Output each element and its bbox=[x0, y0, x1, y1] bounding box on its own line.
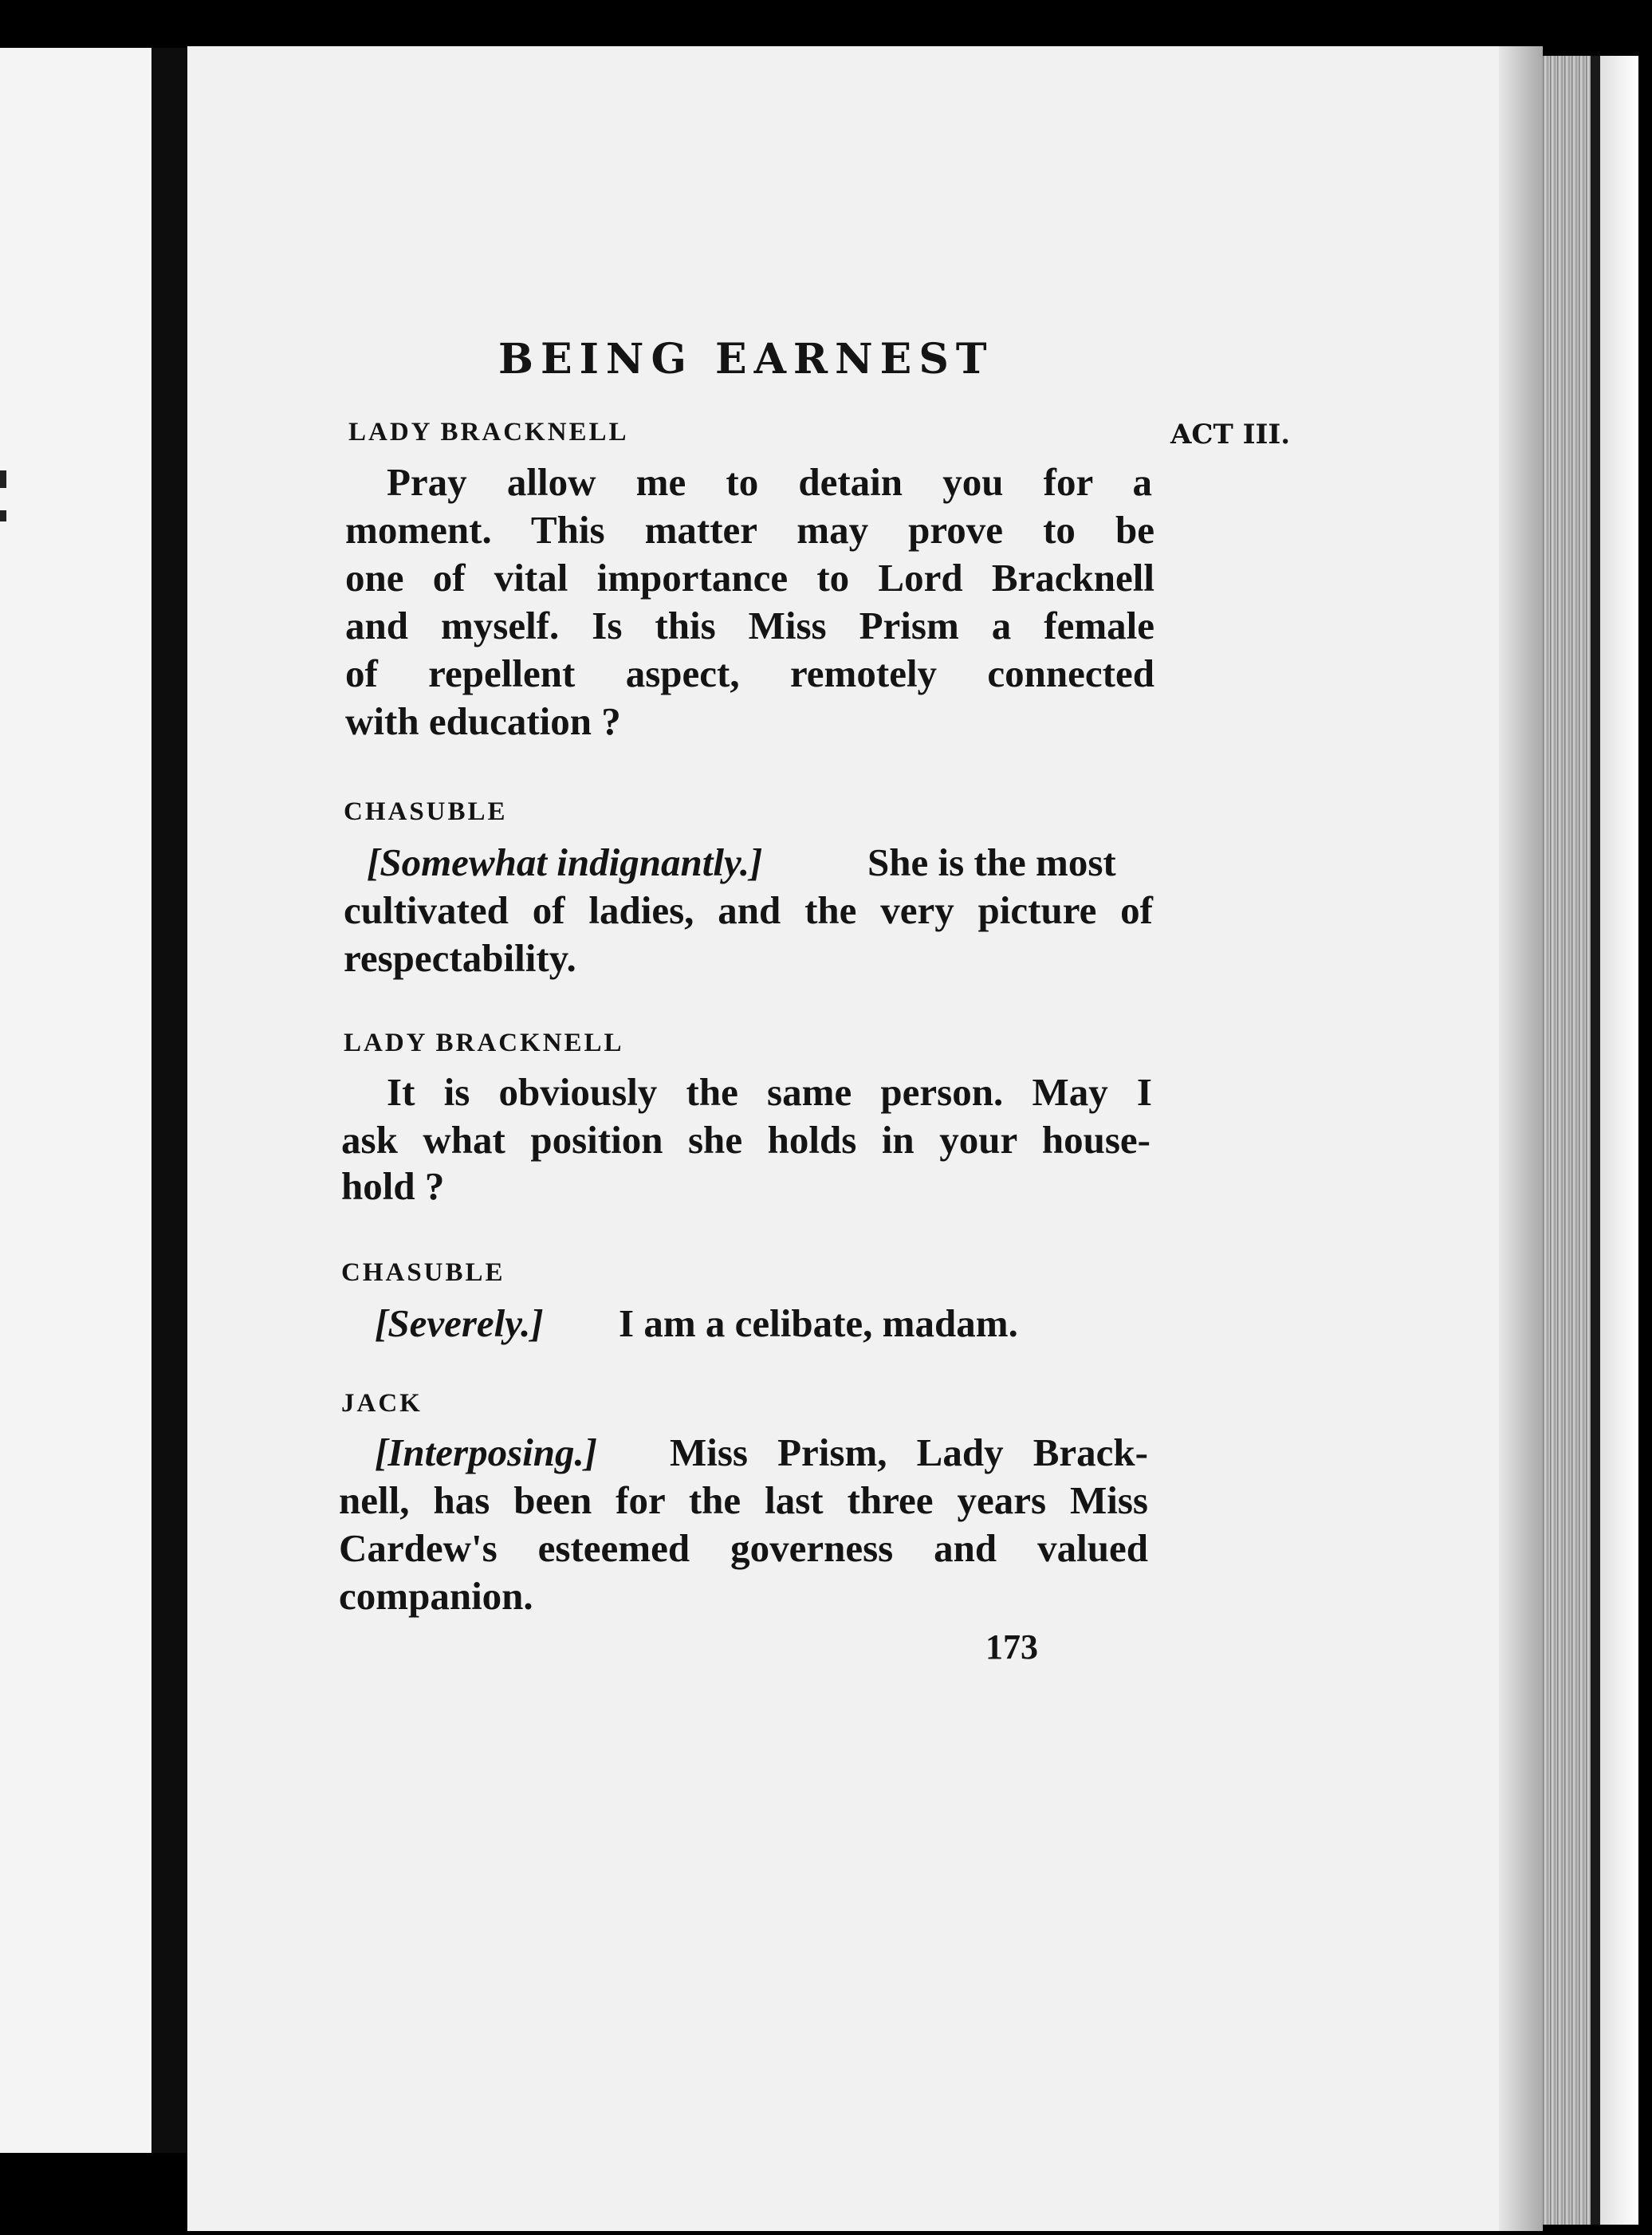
page-curve-shadow bbox=[1499, 46, 1543, 2231]
dialogue-line: Miss Prism, Lady Brack- bbox=[670, 1430, 1148, 1474]
dialogue-line: Pray allow me to detain you for a bbox=[387, 460, 1152, 504]
facing-page-mark bbox=[0, 470, 6, 488]
speaker-name: JACK bbox=[341, 1389, 423, 1418]
dialogue-line: respectability. bbox=[344, 936, 576, 980]
stage-direction: [Interposing.] bbox=[375, 1430, 598, 1474]
dialogue-line: cultivated of ladies, and the very picture of bbox=[344, 888, 1153, 932]
speaker-name: CHASUBLE bbox=[341, 1258, 505, 1287]
speaker-name: CHASUBLE bbox=[344, 797, 508, 826]
book-gutter bbox=[151, 48, 187, 2153]
dialogue-line: hold ? bbox=[341, 1164, 445, 1208]
dialogue-line: I am a celibate, madam. bbox=[619, 1301, 1018, 1345]
page-number: 173 bbox=[985, 1627, 1038, 1666]
dialogue-line: moment. This matter may prove to be bbox=[345, 508, 1154, 552]
page-stack-highlight bbox=[1600, 56, 1638, 2225]
dialogue-line: It is obviously the same person. May I bbox=[387, 1070, 1152, 1114]
act-label: ACT III. bbox=[1170, 419, 1291, 451]
dialogue-line: one of vital importance to Lord Bracknell bbox=[345, 556, 1154, 600]
running-head: BEING EARNEST bbox=[498, 335, 994, 384]
facing-page-mark bbox=[0, 510, 6, 521]
stage-direction: [Severely.] bbox=[375, 1301, 544, 1345]
dialogue-line: companion. bbox=[339, 1574, 533, 1618]
dialogue-line: and myself. Is this Miss Prism a female bbox=[345, 604, 1154, 647]
page-stack-edges bbox=[1543, 56, 1591, 2225]
speaker-name: LADY BRACKNELL bbox=[348, 418, 629, 447]
dialogue-line: with education ? bbox=[345, 699, 621, 743]
facing-page-edge bbox=[0, 48, 151, 2153]
speaker-name: LADY BRACKNELL bbox=[344, 1029, 624, 1057]
page-stack-divider bbox=[1591, 56, 1600, 2225]
dialogue-line: ask what position she holds in your house- bbox=[341, 1118, 1150, 1162]
dialogue-line: nell, has been for the last three years Miss bbox=[339, 1478, 1148, 1522]
dialogue-line: Cardew's esteemed governess and valued bbox=[339, 1526, 1148, 1570]
dialogue-line: of repellent aspect, remotely connected bbox=[345, 651, 1154, 695]
stage-direction: [Somewhat indignantly.] bbox=[367, 840, 763, 884]
dialogue-line: She is the most bbox=[867, 840, 1116, 884]
